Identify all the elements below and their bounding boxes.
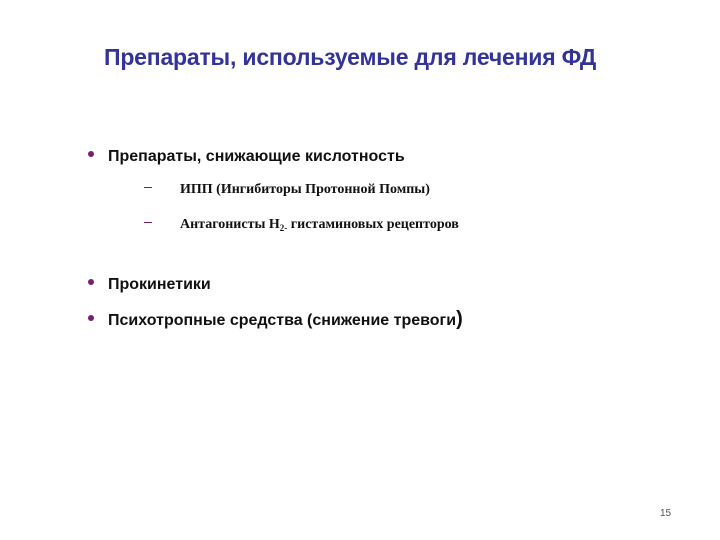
sub-bullet-item-ppi [144,182,430,198]
closing-paren: ) [456,308,463,330]
page-number: 15 [660,508,672,519]
bullet-dot-icon [88,279,94,285]
bullet-dot-icon [88,151,94,157]
bullet-dot-icon [88,315,94,321]
sub-bullet-item-h2-antagonists [144,217,459,233]
sub-bullet-text [180,217,459,233]
dash-bullet-icon [144,222,152,224]
bullet-item-psychotropics [88,308,463,330]
sub-bullet-text-main: Антагонисты Н [180,217,280,232]
bullet-text: Прокинетики [108,276,211,293]
bullet-text: Препараты, снижающие кислотность [108,148,405,165]
sub-bullet-text-rest: гистаминовых рецепторов [287,217,459,232]
subscript-2: 2- [279,223,288,233]
bullet-text [108,308,463,330]
bullet-item-acid-reducers [88,148,405,166]
slide-title: Препараты, используемые для лечения ФД [104,44,597,70]
bullet-text-main: Психотропные средства (снижение тревоги [108,312,457,329]
dash-bullet-icon [144,187,152,189]
sub-bullet-text: ИПП (Ингибиторы Протонной Помпы) [180,182,430,197]
bullet-item-prokinetics [88,276,211,294]
